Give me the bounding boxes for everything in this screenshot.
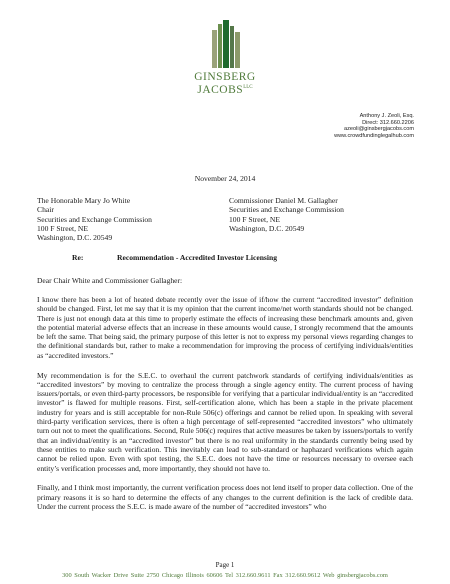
address-line: Chair bbox=[37, 205, 54, 215]
brand-name-jacobs: JACOBS bbox=[197, 84, 244, 96]
salutation: Dear Chair White and Commissioner Gallagher: bbox=[37, 276, 183, 285]
brand-name-line2 bbox=[0, 84, 450, 96]
sender-email: azeoli@ginsbergjacobs.com bbox=[343, 126, 414, 133]
letter-body bbox=[37, 295, 413, 522]
body-paragraph: I know there has been a lot of heated debate recently over the issue of if/how the current “accredited investor” definition should be changed. First, let me say that it is my opinion that the current income/net worth standards should not be changed. There is just not enough data at this time to properly estimate the effects of increasing these benchmark amounts and, given the potential material adverse effects that an increase in these amounts would cause, I strongly recommend that the amounts be left the same. That being said, the primary purpose of this letter is not to express my personal views regarding changes to the definitional standards but, rather to make a recommendation for improving the process of certifying individuals/entities as “accredited investors.” bbox=[37, 295, 413, 360]
letter-date: November 24, 2014 bbox=[194, 174, 256, 183]
address-line: Securities and Exchange Commission bbox=[37, 214, 152, 224]
address-line: 100 F Street, NE bbox=[37, 223, 89, 233]
subject-text: Recommendation - Accredited Investor Licensing bbox=[117, 253, 278, 262]
address-line: Commissioner Daniel M. Gallagher bbox=[229, 196, 338, 205]
brand-name-line1: GINSBERG bbox=[194, 71, 256, 83]
brand-suffix: LLC bbox=[243, 85, 253, 91]
recipient-address-left bbox=[37, 196, 152, 242]
body-paragraph: My recommendation is for the S.E.C. to overhaul the current patchwork standards of certifying individuals/entities as “accredited investors” by moving to centralize the process through a single agency entity. The current process of having issuers/portals, or even third-party processors, be responsible for verifying that a particular individual/entity is an “accredited investor” is flawed for multiple reasons. First, self-certification alone, which has been a staple in the private placement industry for years and is still acceptable for non-Rule 506(c) offerings and cannot be relied upon. In speaking with several third-party verification services, there is often a high percentage of self-represented “accredited investors” who ultimately turn out not to meet the qualifications. Second, Rule 506(c) requires that active measures be taken by issuers/portals to verify that an individual/entity is an “accredited investor” but there is no real uniformity in the standards currently being used by these entities to make such verification. This inevitably can lead to sub-standard or haphazard verifications which again cannot be relied upon. Even with spot testing, the S.E.C. does not have the time or resources necessary to oversee each entity’s verification processes and, more importantly, they should not have to. bbox=[37, 370, 413, 473]
subject-label: Re: bbox=[72, 253, 84, 262]
address-line: Washington, D.C. 20549 bbox=[229, 223, 305, 233]
address-line: Securities and Exchange Commission bbox=[229, 205, 344, 215]
sender-website: www.crowdfundinglegalhub.com bbox=[334, 132, 414, 139]
address-line: The Honorable Mary Jo White bbox=[37, 196, 131, 205]
body-paragraph: Finally, and I think most importantly, the current verification process does not lend itself to proper data collection. One of the primary reasons it is so hard to determine the effects of any changes to the current definition is the lack of credible data. Under the current process the S.E.C. is made aware of the number of “accredited investors” who bbox=[37, 483, 413, 511]
sender-phone: Direct: 312.660.2206 bbox=[362, 119, 414, 126]
address-line: 100 F Street, NE bbox=[229, 214, 281, 224]
sender-contact bbox=[334, 113, 414, 139]
subject-line bbox=[72, 253, 278, 262]
firm-logo bbox=[198, 20, 254, 72]
recipient-address-right bbox=[229, 196, 344, 233]
address-line: Washington, D.C. 20549 bbox=[37, 233, 113, 243]
footer-address: 300 South Wacker Drive Suite 2750 Chicago Illinois 60606 Tel 312.660.9611 Fax 312.660.9612 Web ginsbergjacobs.com bbox=[62, 572, 388, 579]
sender-name: Anthony J. Zeoli, Esq. bbox=[359, 113, 414, 119]
page-number: Page 1 bbox=[215, 561, 235, 569]
